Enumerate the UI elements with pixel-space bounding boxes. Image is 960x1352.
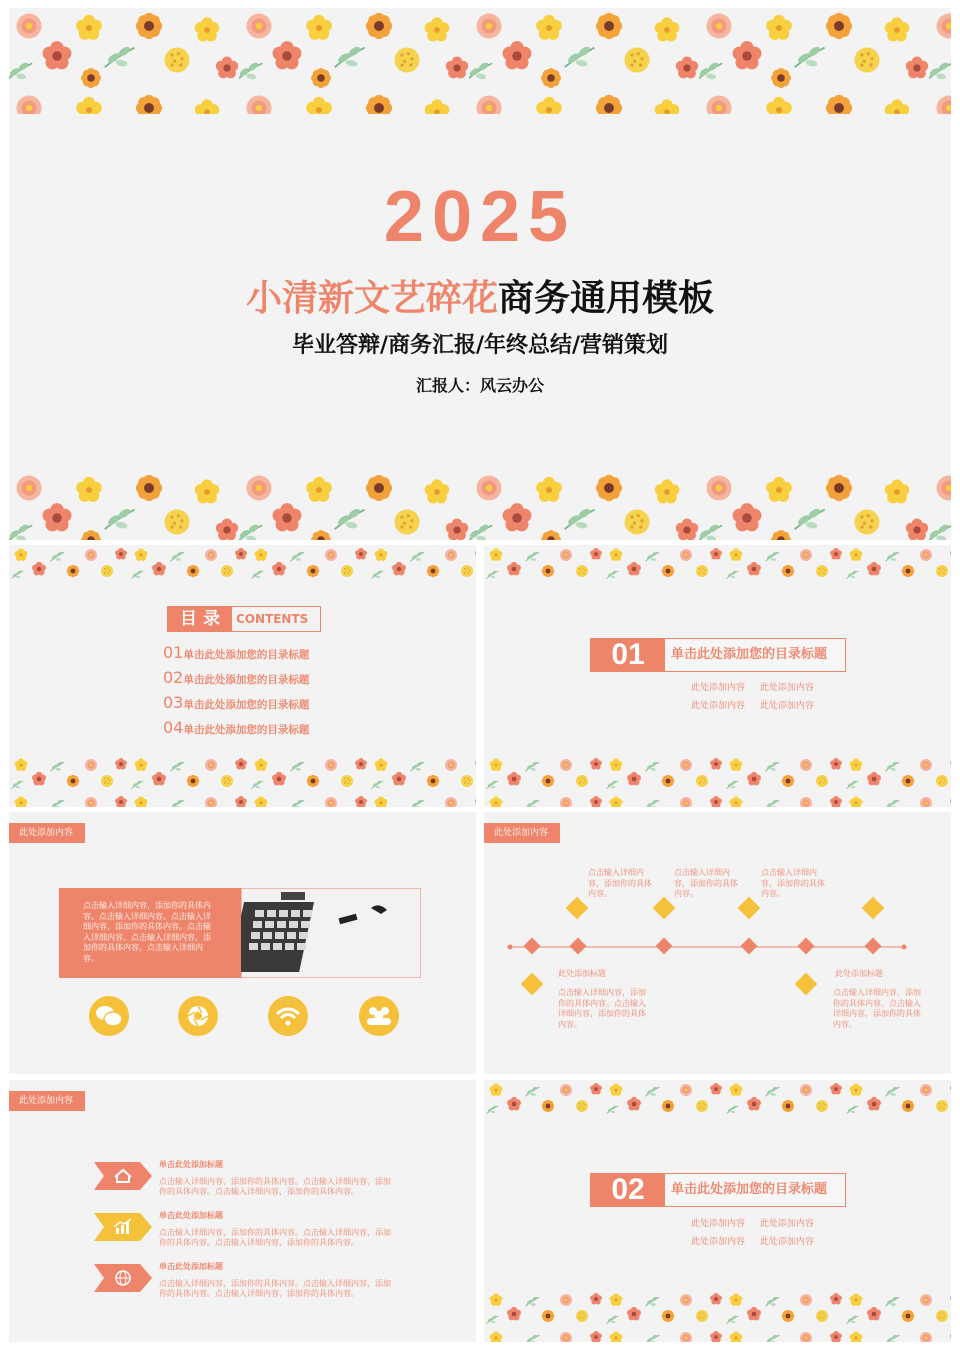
section-01-header (590, 638, 846, 672)
home-icon (94, 1162, 152, 1190)
list-item[interactable] (159, 1160, 391, 1198)
timeline-note: 点击输入详细内容，添加你的具体内容。 (674, 868, 738, 898)
list-item-title: 单击此处添加标题 (159, 1262, 223, 1271)
timeline-note: 点击输入详细内容，添加你的具体内容。 (588, 868, 652, 898)
section-title: 单击此处添加您的目录标题 (671, 1182, 828, 1197)
list-item-title: 单击此处添加标题 (159, 1160, 223, 1169)
cover-title-dark: 商务通用模板 (498, 278, 715, 319)
section-sub: 此处添加内容 (760, 701, 815, 711)
floral-border-bottom (9, 470, 951, 540)
section-02-header (590, 1173, 846, 1207)
section-sub: 此处添加内容 (760, 1219, 815, 1229)
cover-reporter: 汇报人：风云办公 (415, 376, 544, 395)
cover-title-colored: 小清新文艺碎花 (245, 278, 498, 319)
timeline-slide[interactable] (484, 812, 951, 1074)
timeline-left-text: 点击输入详细内容，添加你的具体内容。点击输入详细内容，添加你的具体内容。 (558, 988, 646, 1029)
timeline-right-text: 点击输入详细内容，添加你的具体内容。点击输入详细内容，添加你的具体内容。 (833, 988, 921, 1029)
floral-border-top (484, 545, 951, 583)
section-number: 01 (591, 639, 665, 671)
floral-border-top (9, 545, 476, 583)
timeline (484, 892, 951, 1002)
section-01-slide[interactable] (484, 545, 951, 807)
section-title: 单击此处添加您的目录标题 (671, 647, 828, 662)
cover-title (9, 270, 951, 321)
contents-header (167, 606, 321, 632)
floral-border-bottom (484, 755, 951, 807)
section-sub: 此处添加内容 (760, 683, 815, 693)
users-icon[interactable] (359, 996, 399, 1036)
text-card-body: 点击输入详细内容，添加你的具体内容。点击输入详细内容。点击输入详细内容，添加你的具体内容。点击输入详细内容。点击输入详细内容，添加你的具体内容。点击输入详细内容。 (83, 901, 211, 963)
contents-item[interactable] (163, 718, 309, 743)
section-sub: 此处添加内容 (691, 683, 746, 693)
cover-slide[interactable] (9, 8, 951, 540)
list-item-text: 点击输入详细内容，添加你的具体内容。点击输入详细内容，添加 (159, 1227, 391, 1237)
section-sub: 此处添加内容 (691, 1219, 746, 1229)
contents-item-text: 单击此处添加您的目录标题 (183, 674, 310, 686)
text-card (59, 888, 241, 978)
floral-border-bottom (484, 1290, 951, 1342)
contents-item[interactable] (163, 643, 309, 668)
laptop-photo (241, 888, 421, 978)
contents-item[interactable] (163, 668, 309, 693)
list-item-text: 点击输入详细内容，添加你的具体内容。点击输入详细内容，添加 (159, 1176, 391, 1186)
floral-border-top (9, 8, 951, 114)
floral-border-top (484, 1080, 951, 1118)
timeline-right-title: 此处添加标题 (835, 969, 883, 978)
contents-item-num: 01 (163, 643, 184, 662)
chat-icon[interactable] (89, 996, 129, 1036)
slide-tag: 此处添加内容 (9, 823, 85, 843)
section-number: 02 (591, 1174, 665, 1206)
list-item[interactable] (159, 1211, 391, 1249)
list-item-text: 你的具体内容。点击输入详细内容，添加你的具体内容。 (159, 1289, 359, 1298)
globe-icon (94, 1264, 152, 1292)
image-content-slide[interactable] (9, 812, 476, 1074)
floral-border-bottom (9, 755, 476, 807)
contents-label-cn: 目 录 (168, 607, 232, 631)
contents-item[interactable] (163, 693, 309, 718)
section-02-slide[interactable] (484, 1080, 951, 1342)
contents-item-num: 04 (163, 718, 184, 737)
list-item[interactable] (159, 1262, 391, 1300)
contents-item-num: 02 (163, 668, 184, 687)
list-item-title: 单击此处添加标题 (159, 1211, 223, 1220)
list-item-text: 你的具体内容。点击输入详细内容，添加你的具体内容。 (159, 1187, 359, 1196)
timeline-note: 点击输入详细内容，添加你的具体内容。 (761, 868, 825, 898)
contents-slide[interactable] (9, 545, 476, 807)
contents-item-text: 单击此处添加您的目录标题 (183, 649, 310, 661)
contents-list (163, 643, 309, 743)
bar-chart-icon (94, 1213, 152, 1241)
section-sub: 此处添加内容 (691, 1237, 746, 1247)
contents-item-text: 单击此处添加您的目录标题 (183, 699, 310, 711)
timeline-left-title: 此处添加标题 (558, 969, 606, 978)
cover-subtitle: 毕业答辩/商务汇报/年终总结/营销策划 (291, 333, 669, 358)
contents-item-num: 03 (163, 693, 184, 712)
cover-year: 2025 (383, 177, 577, 257)
section-sub: 此处添加内容 (691, 701, 746, 711)
contents-label-en: CONTENTS (236, 612, 309, 626)
list-item-text: 点击输入详细内容，添加你的具体内容。点击输入详细内容，添加 (159, 1278, 391, 1288)
arrow-list-slide[interactable] (9, 1080, 476, 1342)
contents-item-text: 单击此处添加您的目录标题 (183, 724, 310, 736)
wifi-icon[interactable] (268, 996, 308, 1036)
section-sub: 此处添加内容 (760, 1237, 815, 1247)
slide-tag: 此处添加内容 (484, 823, 560, 843)
slide-tag: 此处添加内容 (9, 1091, 85, 1111)
aperture-icon[interactable] (178, 996, 218, 1036)
list-item-text: 你的具体内容。点击输入详细内容，添加你的具体内容。 (159, 1238, 359, 1247)
